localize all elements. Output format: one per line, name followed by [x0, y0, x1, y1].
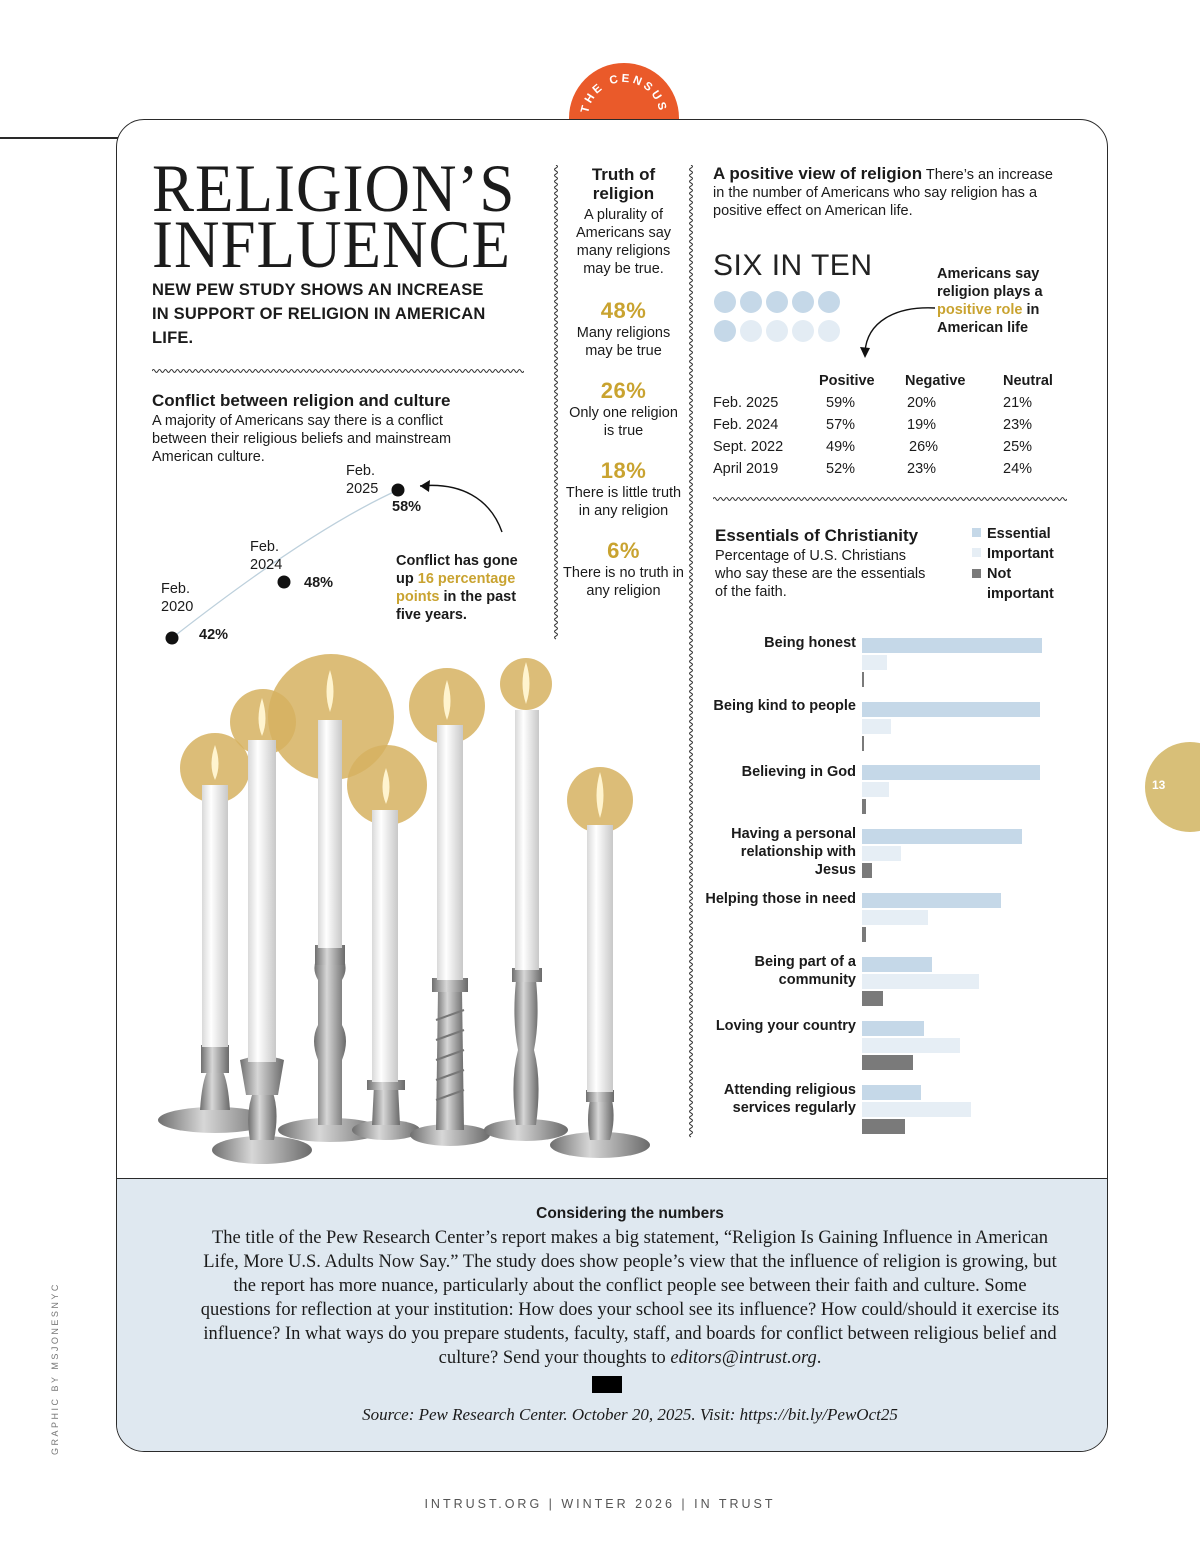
six-in-ten-dot: [818, 291, 840, 313]
conflict-heading: Conflict between religion and culture: [152, 391, 451, 410]
badge-text: THE CENSUS: [579, 72, 669, 115]
page-number-tab: [1145, 742, 1200, 832]
graphic-credit: GRAPHIC BY MSJONESNYC: [50, 1282, 60, 1455]
legend-important: Important: [972, 544, 1072, 564]
legend-not-important: Not important: [972, 564, 1072, 604]
essentials-heading: Essentials of Christianity: [715, 526, 919, 545]
callout-arrow: [420, 485, 502, 532]
six-in-ten-callout: Americans say religion plays a positive role in American life: [937, 266, 1043, 336]
considering-heading: Considering the numbers: [536, 1205, 724, 1222]
truth-stat-2: 26% Only one religion is true: [569, 378, 678, 439]
bar-category-label: Being honest: [764, 635, 856, 651]
six-in-ten-dot: [740, 320, 762, 342]
bar-category-label: Being part of a community: [754, 954, 856, 988]
trend-value-2020: 42%: [199, 627, 229, 643]
trend-line: [172, 490, 398, 638]
trend-point-2025: [392, 484, 405, 497]
trend-label-2020: Feb. 2020: [161, 581, 194, 615]
conflict-note: Conflict has gone up 16 percentage points in the past five years.: [396, 553, 518, 623]
title-line-1: RELIGION’S: [152, 150, 516, 226]
trend-value-2025: 58%: [392, 499, 422, 515]
callout-arrowhead: [420, 480, 430, 492]
positive-heading: A positive view of religion: [713, 164, 923, 183]
six-in-ten-dots: [710, 289, 850, 349]
conflict-description: A majority of Americans say there is a conflict between their religious beliefs and mainstream American culture.: [152, 413, 452, 465]
title-line-2: INFLUENCE: [152, 206, 511, 283]
six-in-ten-dot: [766, 291, 788, 313]
six-in-ten-label: SIX IN TEN: [713, 249, 873, 282]
source-citation: Source: Pew Research Center. October 20, 2025. Visit: https://bit.ly/PewOct25: [362, 1405, 898, 1424]
bar-category-label: Believing in God: [741, 764, 856, 780]
table-row: Feb. 2025 59% 20% 21%: [713, 395, 1033, 411]
table-row: Sept. 2022 49% 26% 25%: [713, 439, 1033, 455]
truth-description: A plurality of Americans say many religions may be true.: [575, 207, 672, 277]
considering-body: The title of the Pew Research Center’s report makes a big statement, “Religion Is Gaining Influence in American Life, More U.S. Adults Now Say.” The study does show people’s view that the influence of religion is growing, but the report has more nuance, particularly about the conflict people see between their faith and culture. Some questions for reflection at your institution: How does your school see its influence? How could/should it exercise its influence? In what ways do you prepare students, faculty, staff, and boards for conflict between religious belief and culture? Send your thoughts to editors@intrust.org.: [200, 1228, 1060, 1368]
six-in-ten-dot: [792, 320, 814, 342]
positive-intro: [713, 165, 1058, 220]
table-row: Feb. 2024 57% 19% 23%: [713, 417, 1033, 433]
page-rule: [0, 137, 118, 139]
essentials-legend: [972, 524, 1072, 604]
census-badge: [568, 56, 680, 120]
wavy-divider-right: [713, 495, 1067, 503]
bar-category-label: Loving your country: [715, 1018, 856, 1034]
page-title: [152, 150, 516, 283]
truth-heading: Truth of religion: [591, 165, 656, 203]
trend-value-2024: 48%: [304, 575, 334, 591]
trend-label-2025: Feb. 2025: [346, 463, 379, 497]
bar-category-label: Helping those in need: [705, 891, 856, 907]
bar-category-label: Attending religious services regularly: [723, 1082, 856, 1116]
essentials-description: Percentage of U.S. Christians who say these are the essentials of the faith.: [715, 548, 926, 600]
truth-stat-4: 6% There is no truth in any religion: [563, 538, 684, 599]
column-divider-1: [551, 165, 561, 640]
six-in-ten-dot: [792, 291, 814, 313]
six-in-ten-dot: [714, 291, 736, 313]
page-footer: INTRUST.ORG | WINTER 2026 | IN TRUST: [424, 1497, 776, 1511]
truth-stat-1: 48% Many religions may be true: [576, 298, 671, 359]
wavy-divider: [152, 367, 524, 375]
bar-category-label: Being kind to people: [713, 698, 856, 714]
six-in-ten-dot: [740, 291, 762, 313]
truth-stat-3: 18% There is little truth in any religion: [565, 458, 682, 519]
truth-column: [563, 165, 684, 600]
table-row: April 2019 52% 23% 24%: [713, 461, 1033, 477]
page-subtitle: NEW PEW STUDY SHOWS AN INCREASE IN SUPPORT OF RELIGION IN AMERICAN LIFE.: [152, 281, 486, 347]
positive-description: There’s an increase in the number of Americans who say religion has a positive effect on American life.: [713, 167, 1053, 219]
candles-illustration: [150, 640, 670, 1180]
six-in-ten-dot: [766, 320, 788, 342]
positive-table-header: Positive Negative Neutral: [819, 373, 1053, 389]
six-in-ten-dot: [818, 320, 840, 342]
trend-point-2024: [278, 576, 291, 589]
end-mark: [592, 1376, 622, 1393]
legend-essential: Essential: [972, 524, 1072, 544]
page-number: 13: [1152, 778, 1166, 792]
six-in-ten-arrow: [855, 300, 945, 362]
bar-category-label: Having a personal relationship with Jesus: [731, 826, 856, 878]
positive-table: [713, 370, 1063, 480]
considering-section: [200, 1205, 1060, 1370]
editor-email-link[interactable]: editors@intrust.org: [670, 1348, 817, 1368]
column-divider-2: [686, 165, 696, 1140]
six-in-ten-dot: [714, 320, 736, 342]
trend-label-2024: Feb. 2024: [250, 539, 283, 573]
